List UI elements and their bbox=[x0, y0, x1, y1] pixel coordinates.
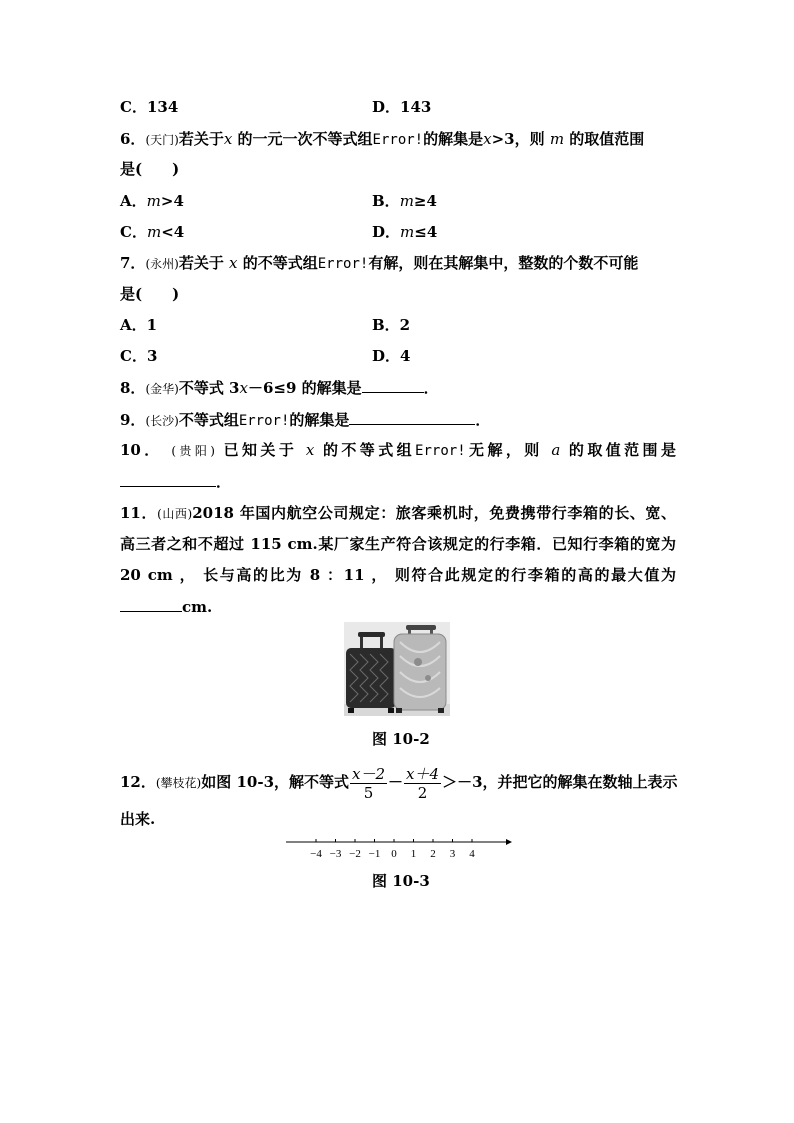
number-line bbox=[284, 836, 514, 864]
q5-option-c: C．134 bbox=[120, 98, 179, 116]
q6-stem: 6．(天门)若关于x 的一元一次不等式组Error!的解集是x>3，则 m 的取值范围 bbox=[120, 130, 645, 148]
q7-stem: 7．(永州)若关于 x 的不等式组Error!有解，则在其解集中，整数的个数不可能 bbox=[120, 254, 639, 272]
number-line-tick-label: 2 bbox=[430, 848, 436, 860]
q11-line2: 高三者之和不超过 115 cm.某厂家生产符合该规定的行李箱．已知行李箱的宽为 bbox=[120, 535, 676, 553]
q11-answer-blank bbox=[120, 595, 182, 612]
number-line-tick-label: −3 bbox=[329, 848, 342, 860]
figure-10-3-caption: 图 10-3 bbox=[372, 872, 430, 890]
q5-option-d: D．143 bbox=[372, 98, 432, 116]
q10-stem: 10． (贵阳) 已知关于 x 的不等式组Error!无解，则 a 的取值范围是 bbox=[120, 441, 676, 459]
number-line-tick-label: 1 bbox=[410, 848, 417, 860]
q12-stem-line2: 出来. bbox=[120, 810, 156, 828]
number-line-svg bbox=[284, 836, 514, 864]
q7-option-b: B．2 bbox=[372, 316, 411, 334]
q7-option-a: A．1 bbox=[120, 316, 158, 334]
q6-option-b: B．m≥4 bbox=[372, 192, 437, 210]
number-line-arrow bbox=[506, 839, 512, 845]
q9-stem: 9．(长沙)不等式组Error!的解集是 ． bbox=[120, 408, 490, 432]
figure-10-2-caption: 图 10-2 bbox=[372, 730, 430, 748]
q6-stem-line2: 是( ) bbox=[120, 160, 180, 178]
q6-option-c: C．m<4 bbox=[120, 223, 185, 241]
q8-stem: 8．(金华)不等式 3x－6≤9 的解集是 ． bbox=[120, 376, 439, 400]
number-line-tick-label: 3 bbox=[449, 848, 456, 860]
q11-line1: 11．(山西)2018 年国内航空公司规定：旅客乘机时，免费携带行李箱的长、宽、 bbox=[120, 504, 676, 522]
number-line-tick-label: −1 bbox=[368, 848, 381, 860]
number-line-tick-label: 4 bbox=[469, 848, 475, 860]
q9-answer-blank bbox=[349, 408, 475, 425]
q6-option-a: A．m>4 bbox=[120, 192, 184, 210]
q6-option-d: D．m≤4 bbox=[372, 223, 438, 241]
number-line-tick-label: −4 bbox=[310, 848, 322, 860]
q11-line3: 20 cm ， 长与高的比为 8 ：11 ， 则符合此规定的行李箱的高的最大值为 bbox=[120, 566, 676, 584]
fraction-1: $\frac{x-2}{5}$ bbox=[352, 764, 386, 802]
q10-stem-line2: ． bbox=[120, 470, 231, 493]
q7-option-c: C．3 bbox=[120, 347, 158, 365]
q12-stem: 12．(攀枝花)如图 10-3，解不等式 $\frac{x-2}{5}$ － $\frac{x+4}{2}$ ＞－3，并把它的解集在数轴上表示 bbox=[120, 764, 678, 802]
luggage-photo bbox=[344, 622, 450, 716]
q8-answer-blank bbox=[362, 376, 424, 393]
q7-stem-line2: 是( ) bbox=[120, 285, 180, 303]
q10-answer-blank bbox=[120, 470, 216, 487]
number-line-tick-label: −2 bbox=[349, 848, 361, 860]
q11-line4: cm. bbox=[120, 595, 212, 618]
fraction-2: $\frac{x+4}{2}$ bbox=[406, 764, 440, 802]
q7-option-d: D．4 bbox=[372, 347, 411, 365]
number-line-tick-label: 0 bbox=[391, 848, 397, 860]
luggage-illustration bbox=[344, 622, 450, 716]
